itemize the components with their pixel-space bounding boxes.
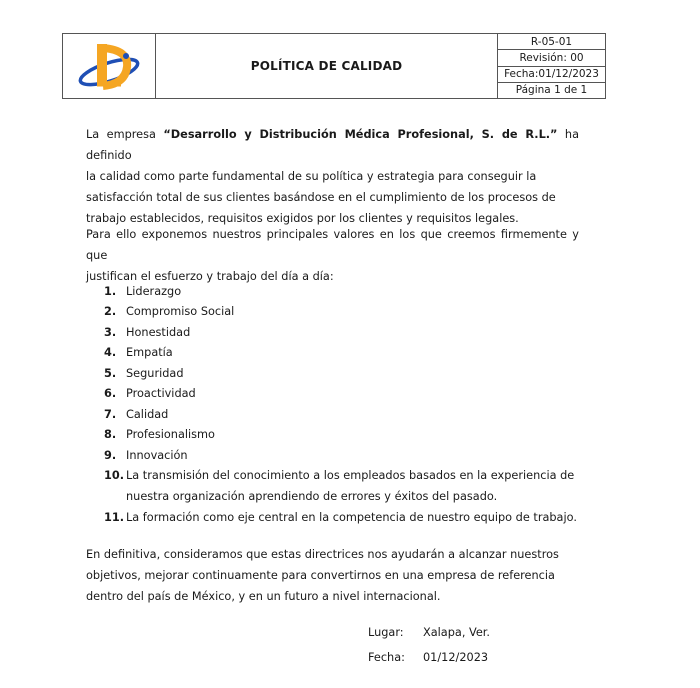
closing-line: objetivos, mejorar continuamente para convertirnos en una empresa de referencia — [86, 569, 555, 582]
list-item: 10. La transmisión del conocimiento a los empleados basados en la experiencia de nuestra organización aprendiendo de errores y éxitos del pasado. — [104, 469, 575, 503]
list-item: 7. Calidad — [104, 408, 169, 421]
intro-suffix: ha definido — [86, 128, 579, 162]
closing-paragraph — [86, 544, 579, 607]
list-item: 6. Proactividad — [104, 387, 196, 400]
date-value: 01/12/2023 — [423, 651, 489, 664]
place-label: Lugar: — [368, 626, 404, 639]
list-item: 9. Innovación — [104, 449, 188, 462]
closing-line: dentro del país de México, y en un futuro a nivel internacional. — [86, 590, 441, 603]
list-item: 1. Liderazgo — [104, 285, 182, 298]
intro-paragraph — [86, 124, 579, 229]
list-item: 2. Compromiso Social — [104, 305, 235, 318]
list-item: 3. Honestidad — [104, 326, 191, 339]
closing-line: En definitiva, consideramos que estas directrices nos ayudarán a alcanzar nuestros — [86, 548, 559, 561]
values-intro-line: Para ello exponemos nuestros principales valores en los que creemos firmemente y que — [86, 228, 579, 262]
company-logo — [63, 34, 156, 98]
intro-line: satisfacción total de sus clientes basándose en el cumplimiento de los procesos de — [86, 191, 556, 204]
values-intro-paragraph — [86, 224, 579, 287]
list-item: 4. Empatía — [104, 346, 173, 359]
intro-prefix: La empresa — [86, 128, 164, 141]
company-name: “Desarrollo y Distribución Médica Profesional, S. de R.L.” — [163, 128, 558, 141]
document-date: Fecha:01/12/2023 — [498, 67, 605, 83]
document-title: POLÍTICA DE CALIDAD — [250, 59, 403, 73]
list-item: 5. Seguridad — [104, 367, 184, 380]
document-header — [62, 33, 606, 99]
document-page-number: Página 1 de 1 — [515, 84, 588, 97]
intro-line: la calidad como parte fundamental de su política y estrategia para conseguir la — [86, 170, 537, 183]
place-value: Xalapa, Ver. — [423, 626, 490, 639]
values-intro-line: justifican el esfuerzo y trabajo del día a día: — [86, 270, 334, 283]
intro-line: trabajo establecidos, requisitos exigidos por los clientes y requisitos legales. — [86, 212, 519, 225]
date-label: Fecha: — [368, 651, 405, 664]
document-code: R-05-01 — [498, 34, 605, 50]
logo-icon — [63, 34, 155, 98]
list-item: 8. Profesionalismo — [104, 428, 215, 441]
document-revision: Revisión: 00 — [498, 50, 605, 66]
document-control-box — [497, 34, 605, 98]
list-item: 11. La formación como eje central en la competencia de nuestro equipo de trabajo. — [104, 511, 577, 524]
